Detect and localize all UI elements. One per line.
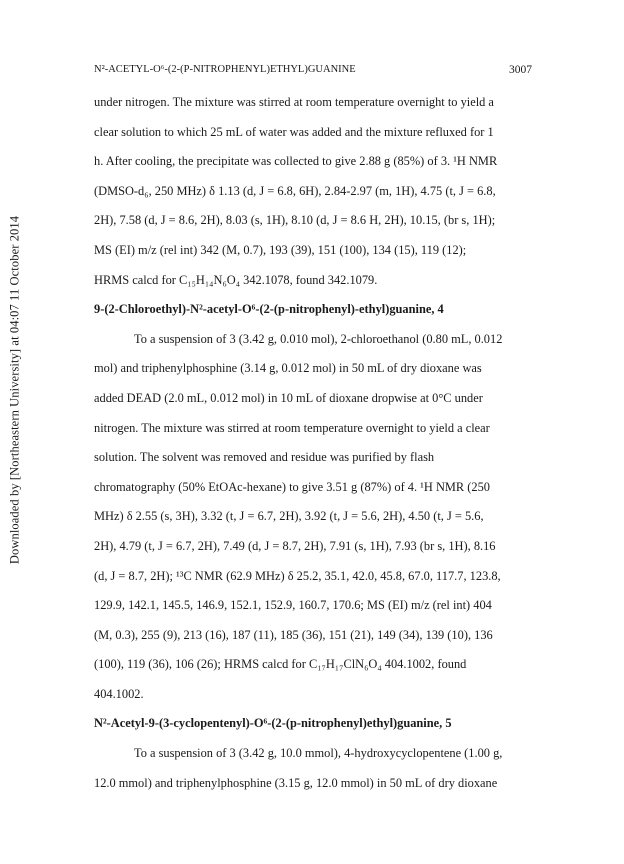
text-line: mol) and triphenylphosphine (3.14 g, 0.012 mol) in 50 mL of dry dioxane was xyxy=(94,361,482,376)
compound-5-heading: N²-Acetyl-9-(3-cyclopentenyl)-O⁶-(2-(p-nitrophenyl)ethyl)guanine, 5 xyxy=(94,716,452,731)
text-line: MHz) δ 2.55 (s, 3H), 3.32 (t, J = 6.7, 2H), 3.92 (t, J = 5.6, 2H), 4.50 (t, J = 5.6, xyxy=(94,509,484,524)
text-line: 2H), 7.58 (d, J = 8.6, 2H), 8.03 (s, 1H), 8.10 (d, J = 8.6 H, 2H), 10.15, (br s, 1H); xyxy=(94,213,496,228)
text-line: 2H), 4.79 (t, J = 6.7, 2H), 7.49 (d, J = 8.7, 2H), 7.91 (s, 1H), 7.93 (br s, 1H), 8.16 xyxy=(94,538,496,553)
text-line: MS (EI) m/z (rel int) 342 (M, 0.7), 193 (39), 151 (100), 134 (15), 119 (12); xyxy=(94,242,467,257)
text-line: 129.9, 142.1, 145.5, 146.9, 152.1, 152.9, 160.7, 170.6; MS (EI) m/z (rel int) 404 xyxy=(94,598,492,613)
text-line: h. After cooling, the precipitate was collected to give 2.88 g (85%) of 3. ¹H NMR xyxy=(94,154,498,169)
compound-4-heading: 9-(2-Chloroethyl)-N²-acetyl-O⁶-(2-(p-nitrophenyl)-ethyl)guanine, 4 xyxy=(94,302,444,317)
text-line: To a suspension of 3 (3.42 g, 0.010 mol), 2-chloroethanol (0.80 mL, 0.012 xyxy=(134,331,503,346)
text-line: HRMS calcd for C₁₅H₁₄N₆O₄ 342.1078, found 342.1079. xyxy=(94,272,378,287)
text-line: clear solution to which 25 mL of water was added and the mixture refluxed for 1 xyxy=(94,124,494,139)
text-line: 12.0 mmol) and triphenylphosphine (3.15 g, 12.0 mmol) in 50 mL of dry dioxane xyxy=(94,775,498,790)
running-head-title: N²-ACETYL-O⁶-(2-(P-NITROPHENYL)ETHYL)GUANINE xyxy=(94,64,356,75)
text-line: (d, J = 8.7, 2H); ¹³C NMR (62.9 MHz) δ 25.2, 35.1, 42.0, 45.8, 67.0, 117.7, 123.8, xyxy=(94,568,501,583)
text-line: chromatography (50% EtOAc-hexane) to give 3.51 g (87%) of 4. ¹H NMR (250 xyxy=(94,479,490,494)
text-line: nitrogen. The mixture was stirred at room temperature overnight to yield a clear xyxy=(94,420,490,435)
page-number: 3007 xyxy=(509,64,532,76)
text-line: added DEAD (2.0 mL, 0.012 mol) in 10 mL of dioxane dropwise at 0°C under xyxy=(94,390,483,405)
download-notice: Downloaded by [Northeastern University] at 04:07 11 October 2014 xyxy=(7,215,22,565)
text-line: 404.1002. xyxy=(94,686,144,701)
text-line: (M, 0.3), 255 (9), 213 (16), 187 (11), 185 (36), 151 (21), 149 (34), 139 (10), 136 xyxy=(94,627,493,642)
text-line: To a suspension of 3 (3.42 g, 10.0 mmol), 4-hydroxycyclopentene (1.00 g, xyxy=(134,746,503,761)
text-line: under nitrogen. The mixture was stirred at room temperature overnight to yield a xyxy=(94,95,494,109)
body-text xyxy=(94,88,534,798)
text-line: (100), 119 (36), 106 (26); HRMS calcd for C₁₇H₁₇ClN₆O₄ 404.1002, found xyxy=(94,657,467,672)
download-watermark xyxy=(4,160,26,620)
text-line: (DMSO-d₆, 250 MHz) δ 1.13 (d, J = 6.8, 6H), 2.84-2.97 (m, 1H), 4.75 (t, J = 6.8, xyxy=(94,183,496,198)
text-line: solution. The solvent was removed and residue was purified by flash xyxy=(94,450,435,465)
